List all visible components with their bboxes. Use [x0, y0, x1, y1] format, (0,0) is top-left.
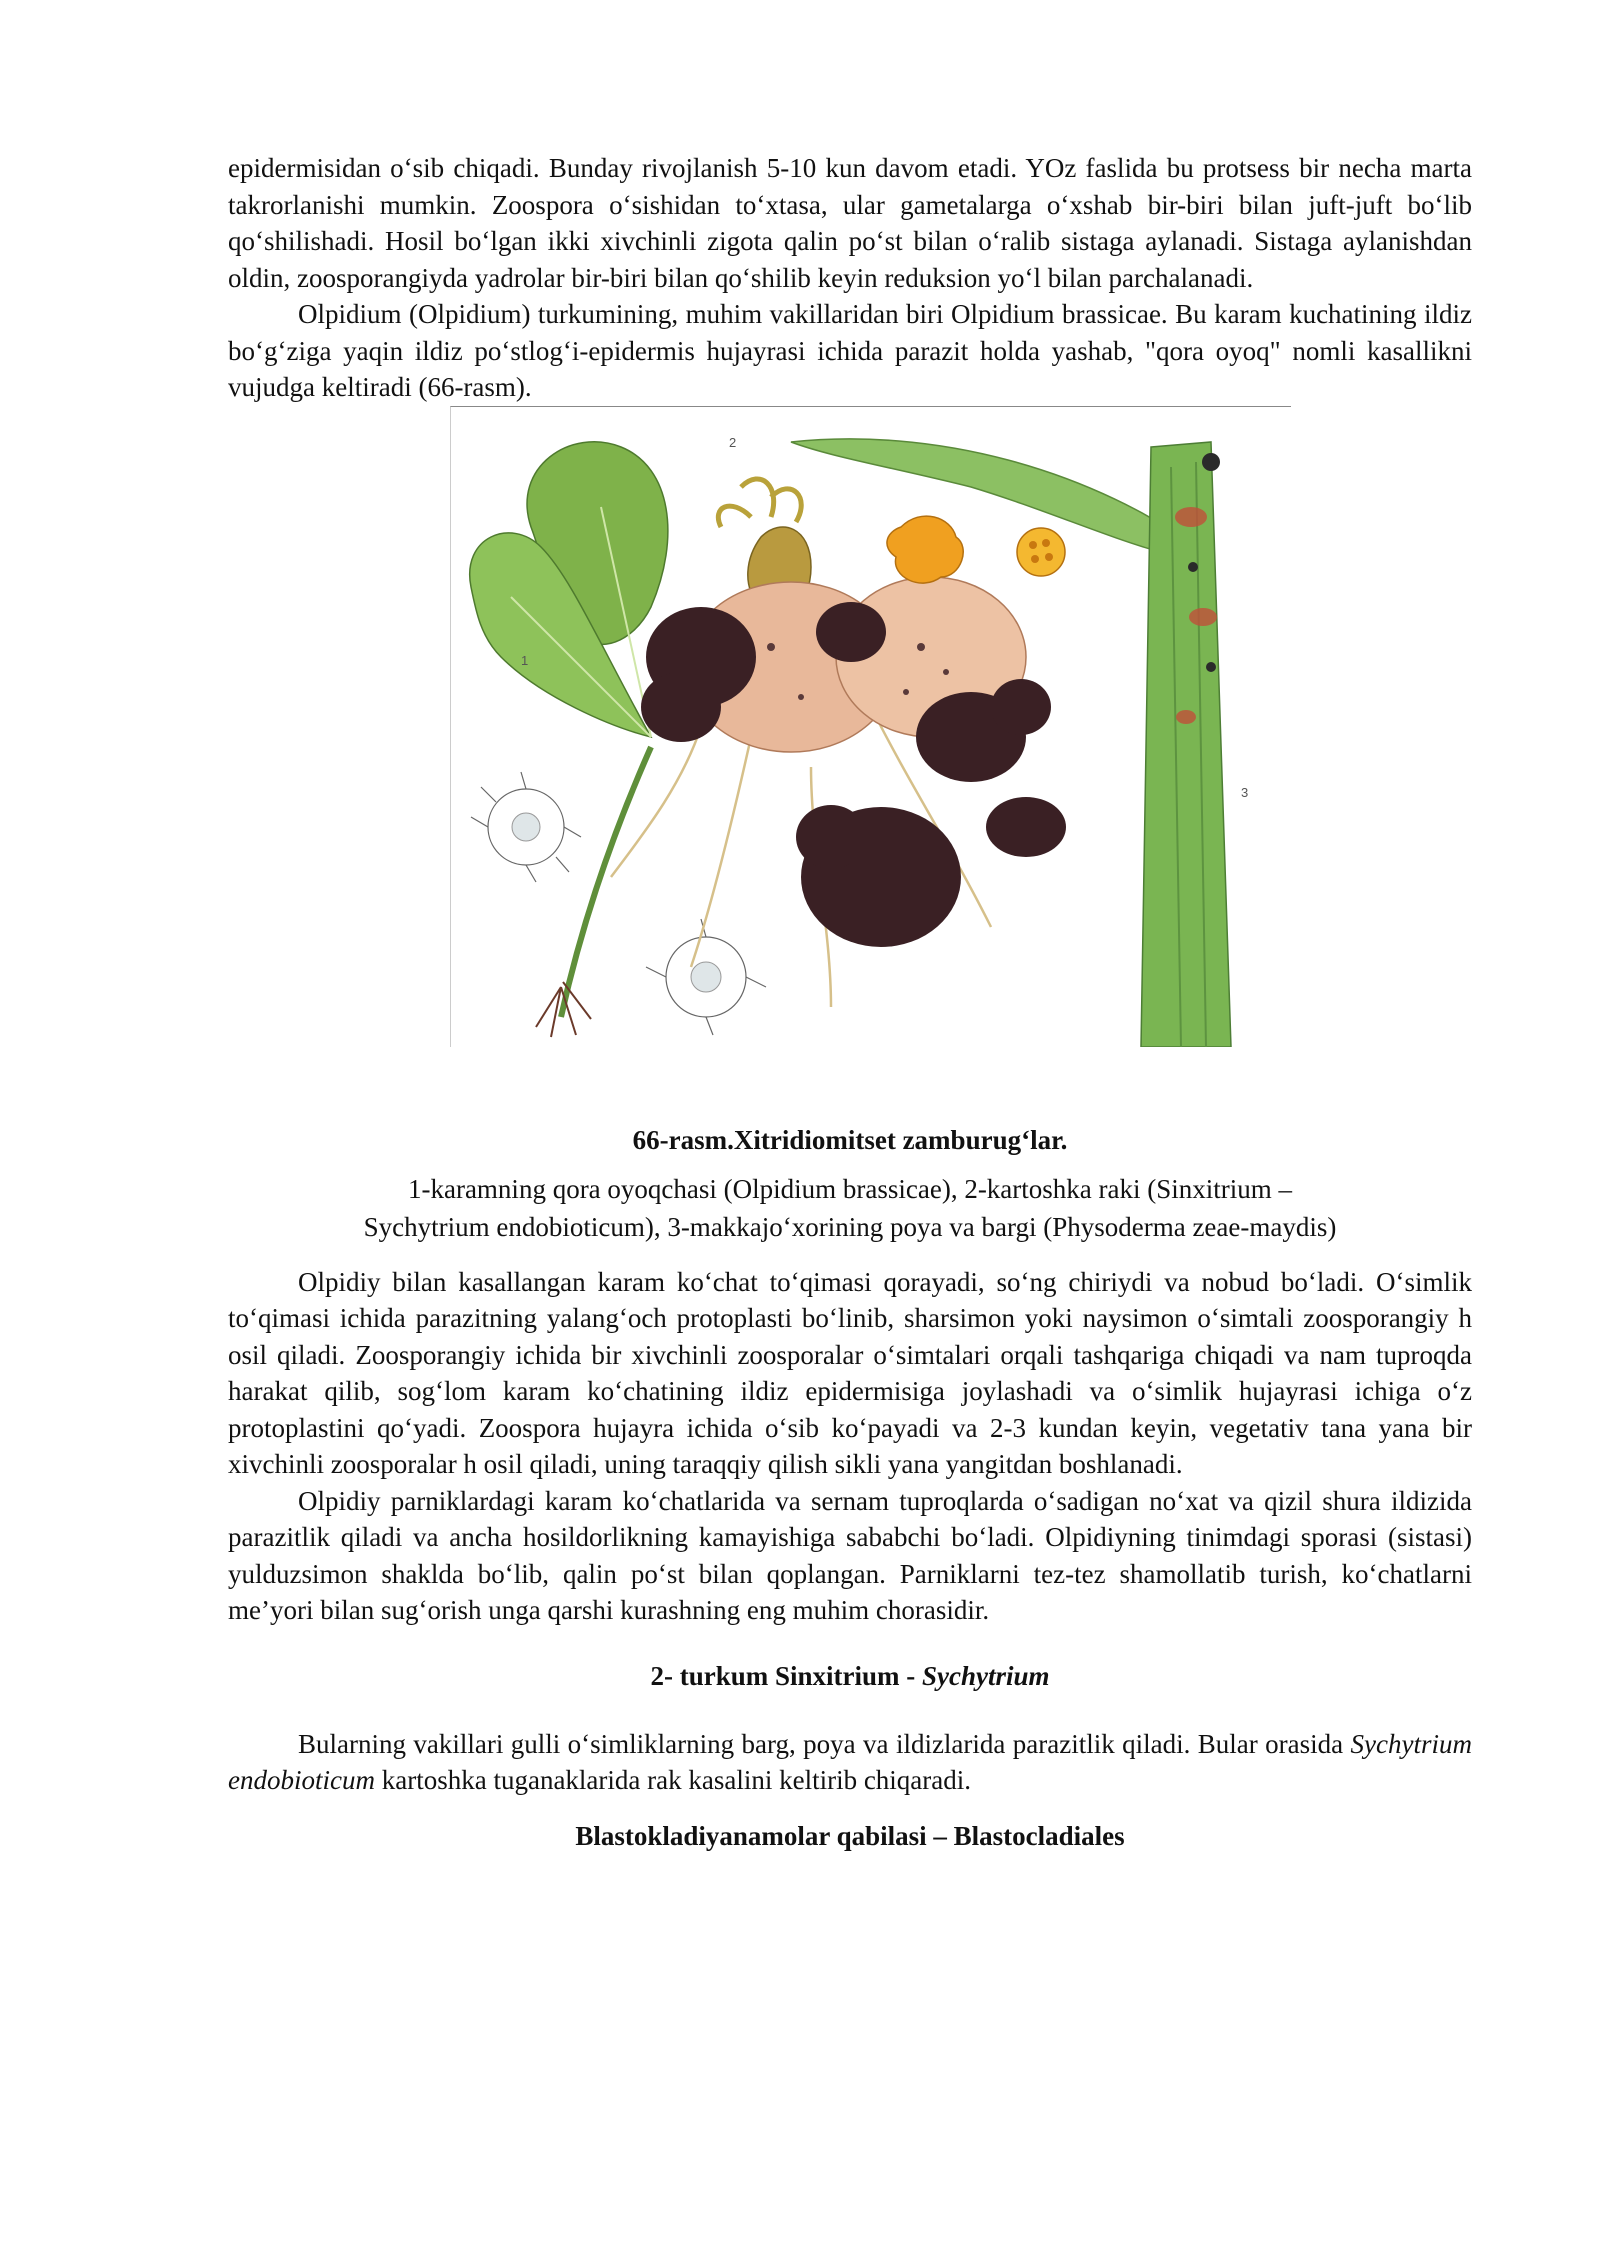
figure-caption-title: 66-rasm.Xitridiomitset zamburug‘lar. [632, 1124, 1068, 1155]
paragraph-5-text-b: kartoshka tuganaklarida rak kasalini keltirib chiqaradi. [374, 1765, 972, 1795]
paragraph-5-text-a: Bularning vakillari gulli o‘simliklarning barg, poya va ildizlarida parazitlik qiladi. Bular orasida [298, 1728, 1351, 1759]
plant-disease-illustration [451, 407, 1291, 1047]
section-heading-sychytrium [228, 1661, 1472, 1692]
cell-diagram-1 [471, 772, 581, 882]
figure-caption-body [228, 1170, 1472, 1246]
paragraph-5-species-italic: Sychytrium endobioticum [228, 1728, 1472, 1795]
figure-label-3: 3 [1241, 784, 1249, 800]
resting-sporangium [1017, 528, 1065, 576]
paragraph-1: epidermisidan o‘sib chiqadi. Bunday rivojlanish 5-10 kun davom etadi. YOz faslida bu protsess bir necha marta takrorlanishi mumkin. Zoospora o‘sishidan to‘xtasa, ular gametalarga o‘xshab bir-biri bilan juft-juft bo‘lib qo‘shilishadi. Hosil bo‘lgan ikki xivchinli zigota qalin po‘st bilan o‘ralib sistaga aylanadi. Sistaga aylanishdan oldin, zoosporangiyda yadrolar bir-biri bilan qo‘shilib keyin reduksion yo‘l bilan parchalanadi. [228, 153, 1472, 293]
paragraph-2: Olpidium (Olpidium) turkumining, muhim vakillaridan biri Olpidium brassicae. Bu karam kuchatining ildiz bo‘g‘ziga yaqin ildiz po‘stlog‘i-epidermis hujayrasi ichida parazit holda yashab, "qora oyoq" nomli kasallikni vujudga keltiradi (66-rasm). [228, 299, 1472, 402]
figure-66-illustration [450, 406, 1291, 1047]
paragraph-3: Olpidiy bilan kasallangan karam ko‘chat to‘qimasi qorayadi, so‘ng chiriydi va nobud bo‘ladi. O‘simlik to‘qimasi ichida parazitning yalang‘och protoplasti bo‘linib, sharsimon yoki naysimon o‘simtali zoosporangiy h osil qiladi. Zoosporangiy ichida bir xivchinli zoosporalar o‘simtalari orqali tashqariga chiqadi va nam tuproqda harakat qilib, sog‘lom karam ko‘chatining ildiz epidermisiga joylashadi va o‘simlik hujayrasi ichiga o‘z protoplastini qo‘yadi. Zoospora hujayra ichida o‘sib ko‘payadi va 2-3 kundan keyin, vegetativ tana yana bir xivchinli zoosporalar h osil qiladi, uning taraqqiy qilish sikli yana yangitdan boshlanadi. [228, 1266, 1472, 1479]
figure-caption-line-2: Sychytrium endobioticum), 3-makkajo‘xorining poya va bargi (Physoderma zeae-maydis) [363, 1211, 1337, 1242]
seedling-stem [561, 747, 651, 1017]
figure-label-2: 2 [729, 434, 737, 450]
paragraph-5 [228, 1726, 1472, 1799]
figure-caption-line-1: 1-karamning qora oyoqchasi (Olpidium brassicae), 2-kartoshka raki (Sinxitrium – [407, 1173, 1293, 1204]
heading-genus-italic: Sychytrium [922, 1660, 1050, 1691]
figure-label-1: 1 [521, 652, 529, 668]
corn-stem [1141, 442, 1231, 1047]
corn-leaf [791, 438, 1211, 557]
document-page [228, 150, 1472, 1852]
section-heading-blastocladiales: Blastokladiyanamolar qabilasi – Blastocladiales [575, 1820, 1125, 1851]
potato-sprouts [718, 478, 801, 526]
cell-diagram-2 [646, 919, 766, 1035]
paragraph-4: Olpidiy parniklardagi karam ko‘chatlarida va sernam tuproqlarda o‘sadigan no‘xat va qizil shura ildizida parazitlik qiladi va ancha hosildorlikning kamayishiga sababchi bo‘ladi. Olpidiyning tinimdagi sporasi (sistasi) yulduzsimon shaklda bo‘lib, qalin po‘st bilan qoplangan. Parniklarni tez-tez shamollatib turish, ko‘chatlarni me’yori bilan sug‘orish unga qarshi kurashning eng muhim chorasidir. [228, 1485, 1472, 1625]
heading-text: 2- turkum Sinxitrium - [650, 1660, 922, 1691]
spore-cluster [887, 516, 963, 583]
